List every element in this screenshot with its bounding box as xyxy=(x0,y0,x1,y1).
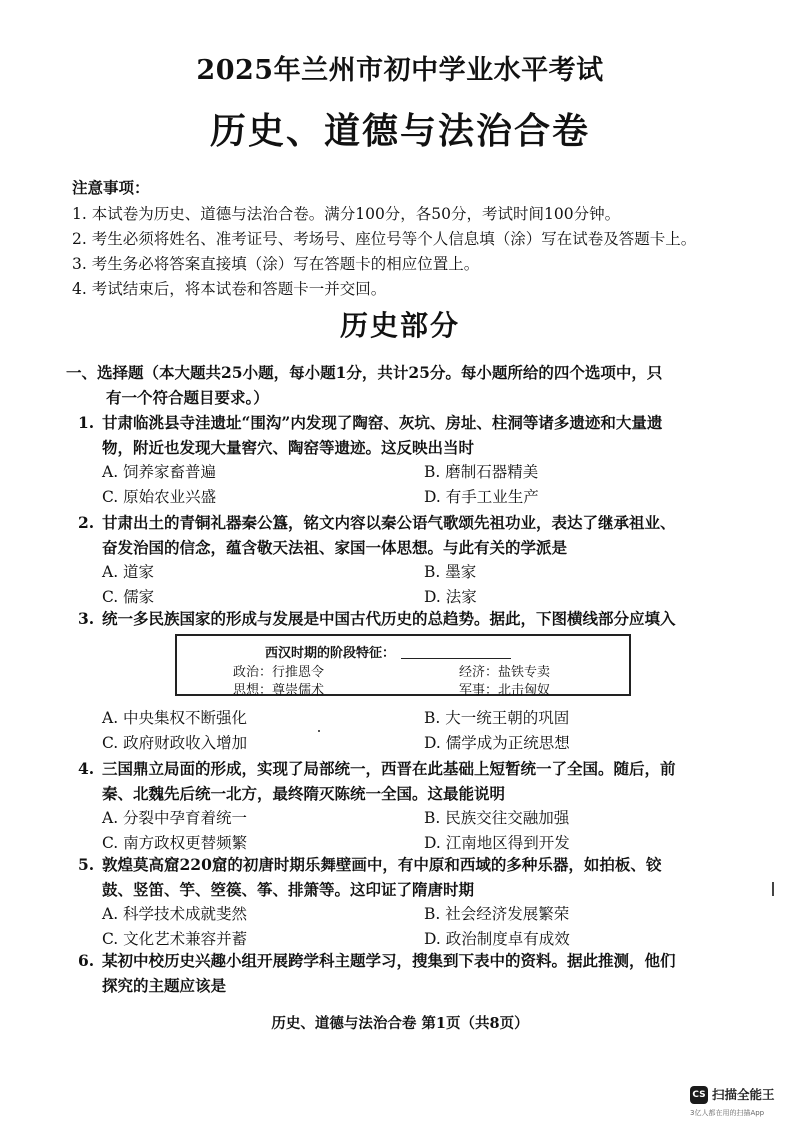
box-title: 西汉时期的阶段特征： xyxy=(265,646,396,661)
question-text: 统一多民族国家的形成与发展是中国古代历史的总趋势。据此，下图横线部分应填入 xyxy=(102,609,676,628)
exam-subtitle: 历史、道德与法治合卷 xyxy=(209,110,590,152)
notes-item: 2. 考生必须将姓名、准考证号、考场号、座位号等个人信息填（涂）写在试卷及答题卡上。 xyxy=(72,230,697,248)
scanner-watermark xyxy=(690,1086,790,1126)
option-d: D. 政治制度卓有成效 xyxy=(424,930,570,948)
options-grid xyxy=(78,460,718,510)
question-text: 探究的主题应该是 xyxy=(102,976,227,995)
box-thought: 思想：尊崇儒术 xyxy=(233,683,325,698)
option-c: C. 原始农业兴盛 xyxy=(102,488,217,506)
option-d: D. 有手工业生产 xyxy=(424,488,539,506)
answer-blank xyxy=(401,658,511,659)
option-c: C. 文化艺术兼容并蓄 xyxy=(102,930,248,948)
option-d: D. 儒学成为正统思想 xyxy=(424,734,570,752)
section-title: 历史部分 xyxy=(339,309,460,342)
question-text: 某初中校历史兴趣小组开展跨学科主题学习，搜集到下表中的资料。据此推测，他们 xyxy=(102,951,676,970)
question-text: 甘肃出土的青铜礼器秦公簋，铭文内容以秦公语气歌颂先祖功业，表达了继承祖业、 xyxy=(102,513,676,532)
option-a: A. 科学技术成就斐然 xyxy=(102,905,248,923)
exam-title: 2025年兰州市初中学业水平考试 xyxy=(196,55,604,86)
question-4 xyxy=(78,756,718,856)
option-d: D. 法家 xyxy=(424,588,477,606)
options-grid xyxy=(78,902,718,952)
notes-item: 4. 考试结束后，将本试卷和答题卡一并交回。 xyxy=(72,280,387,298)
option-d: D. 江南地区得到开发 xyxy=(424,834,570,852)
question-text: 三国鼎立局面的形成，实现了局部统一，西晋在此基础上短暂统一了全国。随后，前 xyxy=(102,759,676,778)
notes-block xyxy=(72,176,752,302)
option-b: B. 墨家 xyxy=(424,563,477,581)
page-footer: 历史、道德与法治合卷 第1页（共8页） xyxy=(271,1015,529,1032)
notes-item: 3. 考生务必将答案直接填（涂）写在答题卡的相应位置上。 xyxy=(72,255,480,273)
question-text: 奋发治国的信念，蕴含敬天法祖、家国一体思想。与此有关的学派是 xyxy=(102,538,568,557)
part-heading xyxy=(66,360,706,410)
box-military: 军事：北击匈奴 xyxy=(459,683,551,698)
watermark-tagline: 3亿人都在用的扫描App xyxy=(690,1109,765,1117)
question-2 xyxy=(78,510,718,610)
question-number: 6. xyxy=(78,951,95,970)
camscanner-logo-icon: CS xyxy=(690,1086,708,1104)
option-c: C. 儒家 xyxy=(102,588,155,606)
question-text: 敦煌莫高窟220窟的初唐时期乐舞壁画中，有中原和西域的多种乐器，如拍板、铰 xyxy=(102,855,662,874)
options-grid xyxy=(78,560,718,610)
option-a: A. 道家 xyxy=(102,563,155,581)
notes-heading: 注意事项： xyxy=(72,178,150,197)
option-b: B. 大一统王朝的巩固 xyxy=(424,709,570,727)
option-b: B. 社会经济发展繁荣 xyxy=(424,905,570,923)
info-box xyxy=(175,634,631,696)
box-economy: 经济：盐铁专卖 xyxy=(459,665,551,680)
question-number: 5. xyxy=(78,855,95,874)
scan-mark xyxy=(772,882,774,896)
notes-item: 1. 本试卷为历史、道德与法治合卷。满分100分，各50分，考试时间100分钟。 xyxy=(72,205,621,223)
question-text: 鼓、竖笛、竽、箜篌、筝、排箫等。这印证了隋唐时期 xyxy=(102,880,475,899)
option-c: C. 南方政权更替频繁 xyxy=(102,834,248,852)
options-grid xyxy=(78,706,718,756)
option-b: B. 磨制石器精美 xyxy=(424,463,539,481)
option-c: C. 政府财政收入增加 xyxy=(102,734,248,752)
question-6 xyxy=(78,948,718,998)
box-politics: 政治：行推恩令 xyxy=(233,665,325,680)
options-grid xyxy=(78,806,718,856)
question-number: 3. xyxy=(78,609,95,628)
option-a: A. 中央集权不断强化 xyxy=(102,709,248,727)
scan-speck xyxy=(318,730,320,732)
part-heading-line: 有一个符合题目要求。） xyxy=(106,388,269,407)
watermark-name: 扫描全能王 xyxy=(712,1087,775,1102)
question-3 xyxy=(78,606,718,631)
question-text: 甘肃临洮县寺洼遗址“围沟”内发现了陶窑、灰坑、房址、柱洞等诸多遗迹和大量遗 xyxy=(102,413,663,432)
question-3-options xyxy=(78,706,718,756)
question-text: 物，附近也发现大量窖穴、陶窑等遗迹。这反映出当时 xyxy=(102,438,475,457)
option-a: A. 分裂中孕育着统一 xyxy=(102,809,248,827)
question-number: 2. xyxy=(78,513,95,532)
option-a: A. 饲养家畜普遍 xyxy=(102,463,217,481)
question-5 xyxy=(78,852,718,952)
question-number: 4. xyxy=(78,759,95,778)
question-1 xyxy=(78,410,718,510)
part-heading-line: 一、选择题（本大题共25小题，每小题1分，共计25分。每小题所给的四个选项中，只 xyxy=(66,363,663,382)
question-text: 秦、北魏先后统一北方，最终隋灭陈统一全国。这最能说明 xyxy=(102,784,506,803)
option-b: B. 民族交往交融加强 xyxy=(424,809,570,827)
question-number: 1. xyxy=(78,413,95,432)
